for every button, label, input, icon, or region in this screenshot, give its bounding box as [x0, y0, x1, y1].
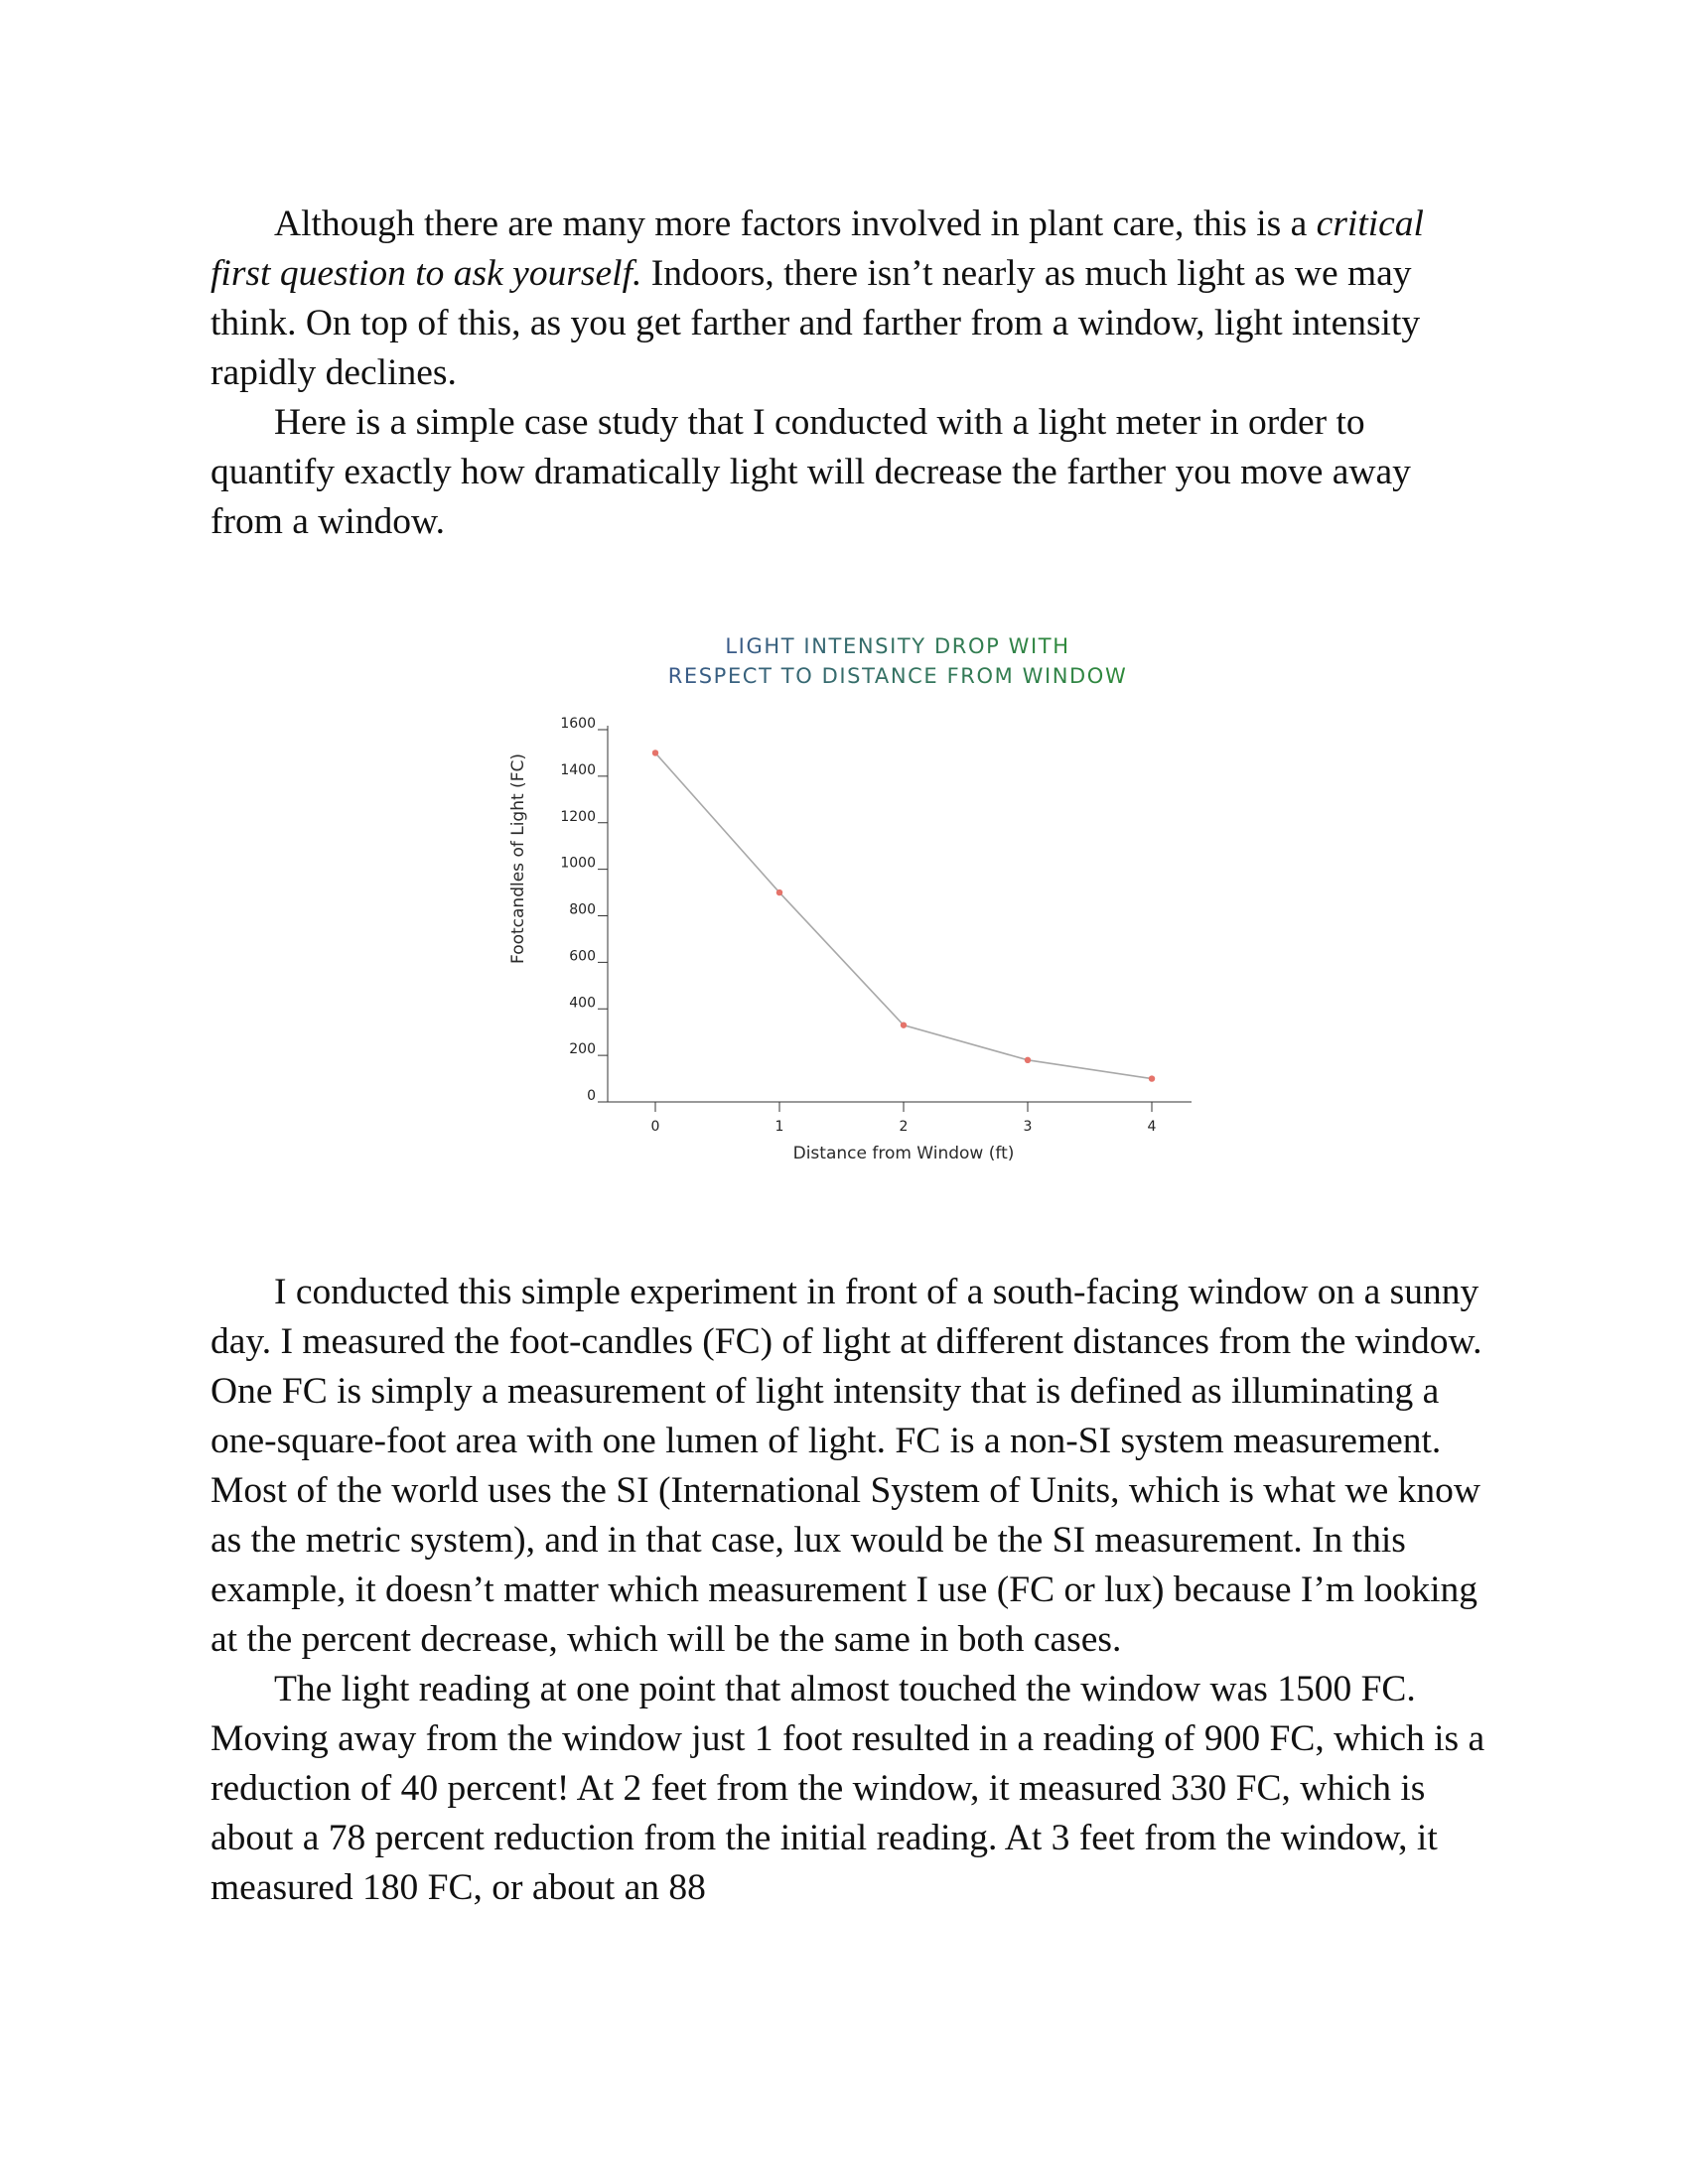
- y-tick-label: 1400: [560, 761, 596, 778]
- x-tick-label: 3: [1023, 1119, 1033, 1135]
- y-tick-label: 400: [569, 995, 596, 1012]
- text-run: Although there are many more factors involved in plant care, this is a: [274, 204, 1317, 244]
- x-tick-label: 2: [899, 1119, 909, 1135]
- x-tick-label: 1: [774, 1119, 784, 1135]
- chart-title-line-1: LIGHT INTENSITY DROP WITH: [725, 634, 1070, 658]
- text-run: Here is a simple case study that I conducted with a light meter in order to quantify exactly how dramatically light will decrease the farther you move away from a window.: [211, 402, 1411, 542]
- y-tick-label: 0: [587, 1088, 596, 1104]
- y-axis-ticks: [560, 716, 608, 1104]
- body-text-bottom: [211, 1268, 1491, 1913]
- light-intensity-chart: [496, 620, 1192, 1176]
- data-point: [1149, 1075, 1155, 1081]
- chart-axes: [608, 726, 1192, 1102]
- data-point: [1025, 1057, 1031, 1063]
- paragraph: [211, 1665, 1491, 1913]
- text-run: I conducted this simple experiment in front of a south-facing window on a sunny day. I measured the foot-candles (FC) of light at different distances from the window. One FC is simply a measurement of light intensity that is defined as illuminating a one-square-foot area with one lumen of light. FC is a non-SI system measurement. Most of the world uses the SI (International System of Units, which is what we know as the metric system), and in that case, lux would be the SI measurement. In this example, it doesn’t matter which measurement I use (FC or lux) because I’m looking at the percent decrease, which will be the same in both cases.: [211, 1272, 1482, 1660]
- paragraph: [211, 398, 1491, 547]
- paragraph: [211, 200, 1491, 398]
- body-text-top: [211, 200, 1491, 547]
- paragraph: [211, 1268, 1491, 1665]
- y-tick-label: 200: [569, 1041, 596, 1058]
- data-point: [652, 750, 658, 755]
- data-point: [776, 889, 782, 895]
- y-axis-label: Footcandles of Light (FC): [508, 753, 528, 964]
- y-tick-label: 1200: [560, 808, 596, 825]
- text-run: The light reading at one point that almost touched the window was 1500 FC. Moving away from the window just 1 foot resulted in a reading of 900 FC, which is a reduction of 40 percent! At 2 feet from the window, it measured 330 FC, which is about a 78 percent reduction from the initial reading. At 3 feet from the window, it measured 180 FC, or about an 88: [211, 1669, 1485, 1908]
- italic-phrase: critical first question to ask yourself.: [211, 204, 1424, 294]
- chart-series: [652, 750, 1155, 1082]
- x-axis-label: Distance from Window (ft): [792, 1144, 1015, 1163]
- x-tick-label: 0: [650, 1119, 660, 1135]
- data-point: [901, 1022, 907, 1027]
- chart-title-line-2: RESPECT TO DISTANCE FROM WINDOW: [667, 664, 1128, 688]
- y-tick-label: 1600: [560, 716, 596, 732]
- y-tick-label: 600: [569, 948, 596, 965]
- y-tick-label: 1000: [560, 855, 596, 872]
- series-line: [655, 752, 1152, 1078]
- x-axis-ticks: [651, 1102, 1157, 1135]
- text-run: Indoors, there isn’t nearly as much light as we may think. On top of this, as you get farther and farther from a window, light intensity rapidly declines.: [211, 253, 1421, 393]
- y-tick-label: 800: [569, 901, 596, 918]
- x-tick-label: 4: [1147, 1119, 1157, 1135]
